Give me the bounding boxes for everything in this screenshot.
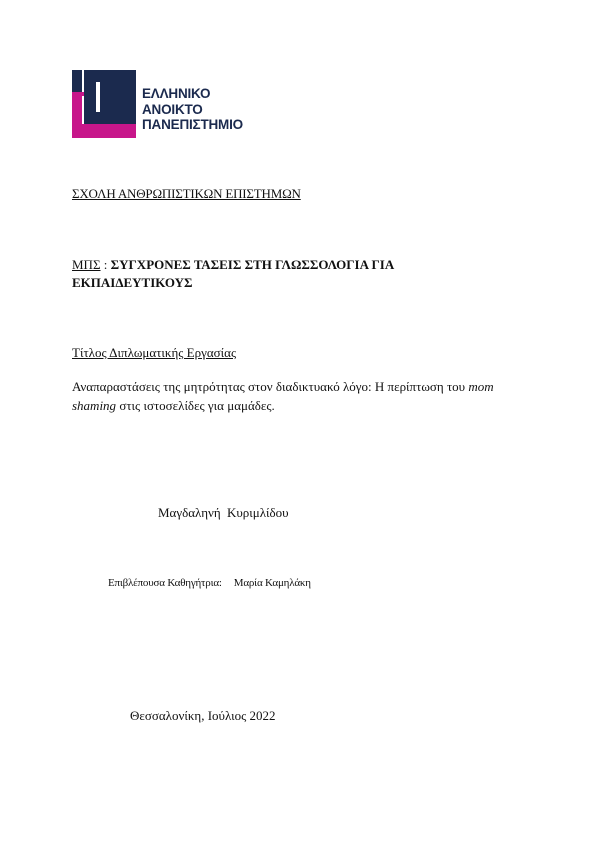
logo-line-3: ΠΑΝΕΠΙΣΤΗΜΙΟ [142,117,243,132]
supervisor-label: Επιβλέπουσα Καθηγήτρια: [108,577,222,589]
thesis-title-part-1: Αναπαραστάσεις της μητρότητας στον διαδικτυακό λόγο: Η περίπτωση του [72,379,469,394]
place-and-date: Θεσσαλονίκη, Ιούλιος 2022 [130,708,276,723]
author-name: Μαγδαληνή Κυριμλίδου [158,505,289,520]
supervisor-name: Μαρία Καμηλάκη [233,577,311,589]
logo-line-1: ΕΛΛΗΝΙΚΟ [142,86,211,101]
program-name: ΣΥΓΧΡΟΝΕΣ ΤΑΣΕΙΣ ΣΤΗ ΓΛΩΣΣΟΛΟΓΙΑ ΓΙΑ ΕΚΠΑΙΔΕΥΤΙΚΟΥΣ [72,257,394,290]
university-logo [72,70,252,140]
school-name: ΣΧΟΛΗ ΑΝΘΡΩΠΙΣΤΙΚΩΝ ΕΠΙΣΤΗΜΩΝ [72,186,301,201]
logo-line-2: ΑΝΟΙΚΤΟ [142,101,203,117]
thesis-title-part-2: στις ιστοσελίδες για μαμάδες. [116,398,275,413]
thesis-title-label: Τίτλος Διπλωματικής Εργασίας [72,345,237,360]
supervisor-line [108,577,311,589]
program-separator: : [100,257,111,272]
university-logo-mark [72,70,136,138]
program-heading [72,256,492,292]
university-logo-text [142,86,243,133]
thesis-title [72,377,512,415]
program-prefix: ΜΠΣ [72,257,101,272]
thesis-title-italic: mom shaming [72,379,494,413]
